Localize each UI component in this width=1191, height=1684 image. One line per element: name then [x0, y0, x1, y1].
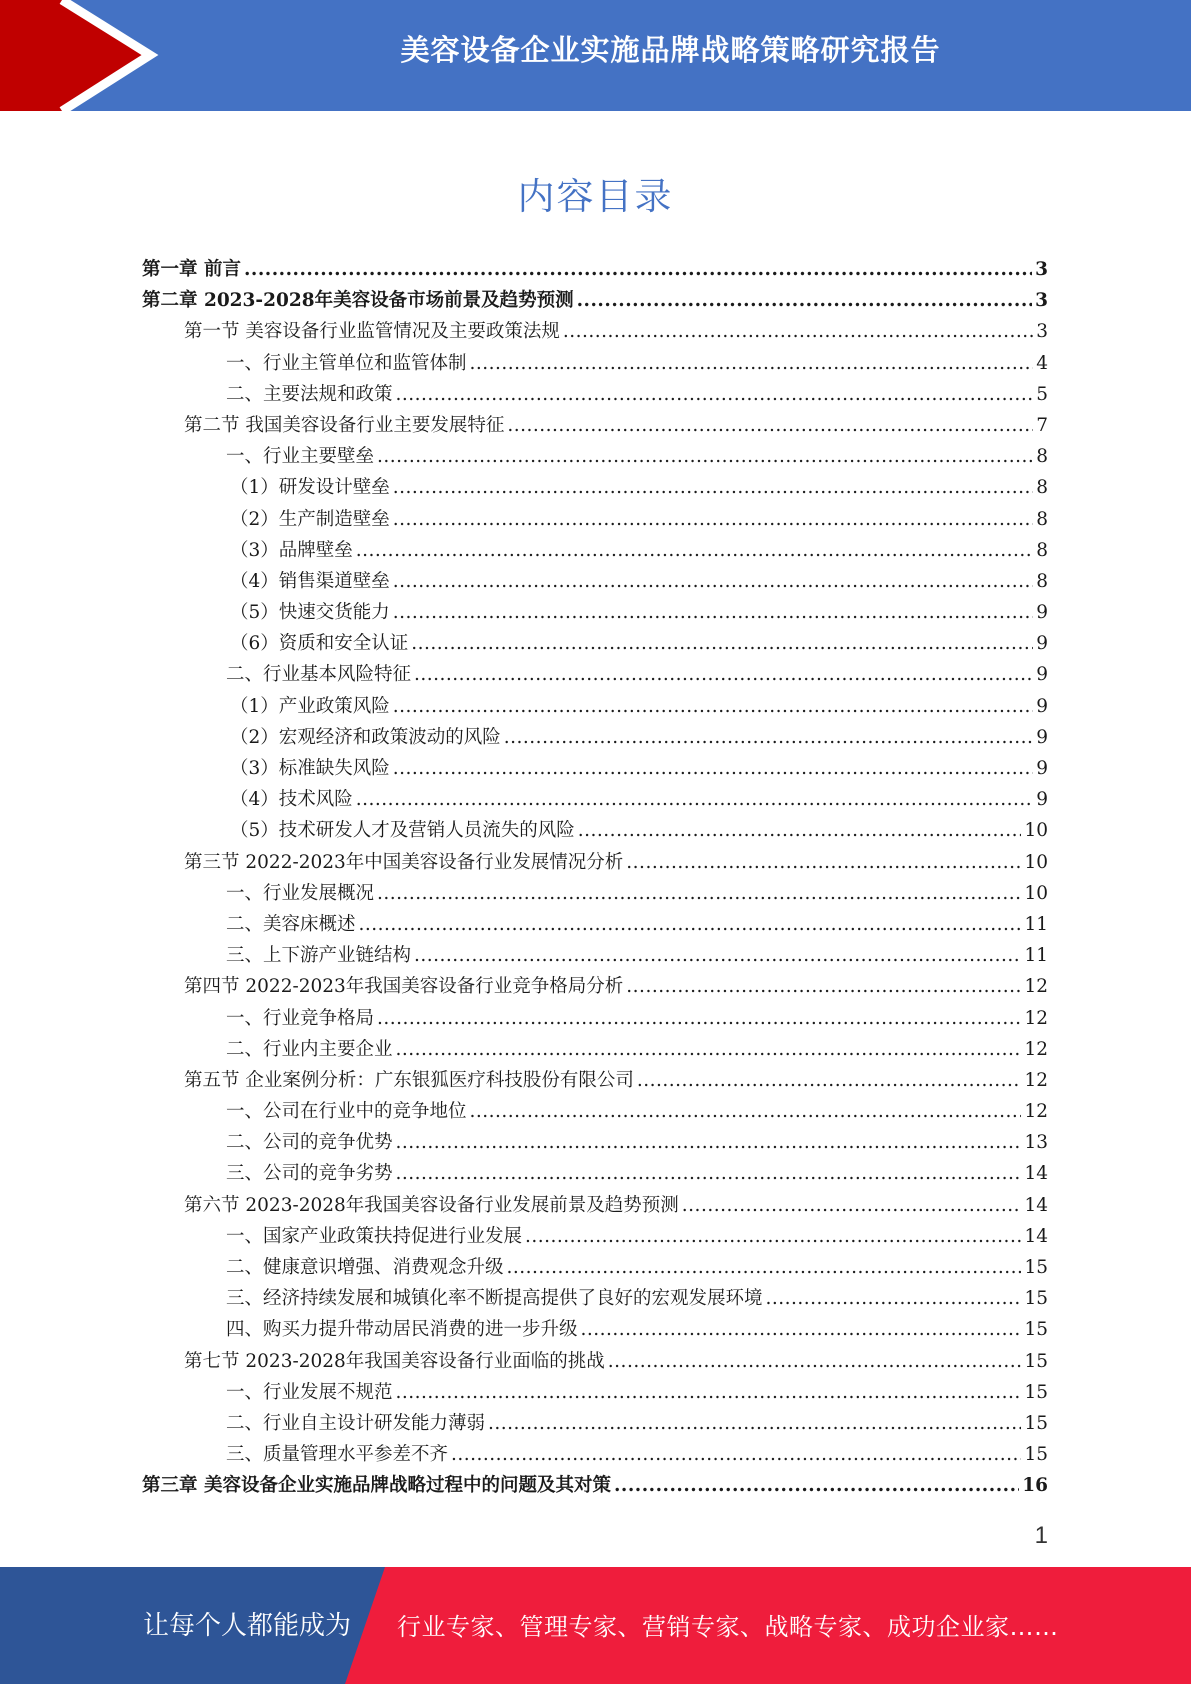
page-header	[0, 0, 1191, 111]
toc-entry[interactable]	[142, 380, 1048, 411]
toc-entry-text: 第二章 2023-2028年美容设备市场前景及趋势预测	[142, 290, 574, 312]
toc-entry-page: 16	[1022, 1475, 1048, 1497]
toc-entry-text: 二、行业基本风险特征	[226, 664, 412, 686]
toc-entry-text: 三、上下游产业链结构	[226, 945, 412, 967]
toc-entry-text: 一、行业发展概况	[226, 882, 375, 904]
toc-leader-dots	[396, 1163, 1022, 1184]
toc-entry-text: （5）快速交货能力	[230, 602, 390, 624]
toc-leader-dots	[396, 384, 1034, 405]
toc-leader-dots	[470, 353, 1034, 374]
toc-entry[interactable]	[142, 1128, 1048, 1159]
toc-entry-page: 15	[1024, 1350, 1048, 1372]
table-of-contents	[142, 255, 1048, 1503]
toc-entry-page: 15	[1024, 1288, 1048, 1310]
toc-entry[interactable]	[142, 1347, 1048, 1378]
toc-entry-text: 一、国家产业政策扶持促进行业发展	[226, 1225, 523, 1247]
toc-leader-dots	[393, 571, 1033, 592]
toc-leader-dots	[525, 1226, 1021, 1247]
header-title: 美容设备企业实施品牌战略策略研究报告	[400, 33, 941, 67]
toc-entry-page: 3	[1035, 290, 1048, 312]
toc-entry-text: 一、行业主管单位和监管体制	[226, 352, 467, 374]
toc-leader-dots	[507, 1257, 1022, 1278]
toc-entry[interactable]	[142, 1284, 1048, 1315]
toc-leader-dots	[396, 1382, 1022, 1403]
toc-leader-dots	[393, 509, 1033, 530]
toc-leader-dots	[377, 1008, 1021, 1029]
toc-entry[interactable]	[142, 473, 1048, 504]
toc-entry-text: 四、购买力提升带动居民消费的进一步升级	[226, 1319, 578, 1341]
toc-entry-text: （6）资质和安全认证	[230, 633, 409, 655]
toc-entry-page: 7	[1036, 414, 1048, 436]
toc-entry-text: 二、行业自主设计研发能力薄弱	[226, 1412, 486, 1434]
toc-entry-page: 15	[1024, 1319, 1048, 1341]
toc-entry-page: 9	[1036, 664, 1048, 686]
toc-entry-page: 8	[1036, 508, 1048, 530]
toc-leader-dots	[414, 664, 1033, 685]
toc-leader-dots	[470, 1101, 1022, 1122]
toc-entry-text: 一、行业主要壁垒	[226, 446, 375, 468]
toc-leader-dots	[578, 820, 1022, 841]
toc-entry-text: 第四节 2022-2023年我国美容设备行业竞争格局分析	[184, 976, 624, 998]
toc-entry[interactable]	[142, 349, 1048, 380]
toc-entry[interactable]	[142, 910, 1048, 941]
toc-entry-page: 9	[1036, 726, 1048, 748]
toc-entry-text: 二、主要法规和政策	[226, 383, 393, 405]
toc-entry[interactable]	[142, 411, 1048, 442]
toc-entry[interactable]	[142, 941, 1048, 972]
toc-entry-text: 第一节 美容设备行业监管情况及主要政策法规	[184, 321, 560, 343]
toc-entry-page: 14	[1024, 1163, 1048, 1185]
toc-entry-text: 第三节 2022-2023年中国美容设备行业发展情况分析	[184, 851, 624, 873]
toc-leader-dots	[637, 1070, 1022, 1091]
toc-leader-dots	[577, 290, 1033, 311]
toc-entry[interactable]	[142, 660, 1048, 691]
toc-entry-text: 第六节 2023-2028年我国美容设备行业发展前景及趋势预测	[184, 1194, 679, 1216]
toc-entry-text: （2）宏观经济和政策波动的风险	[230, 726, 501, 748]
toc-entry-page: 8	[1036, 446, 1048, 468]
toc-entry-page: 9	[1036, 602, 1048, 624]
toc-leader-dots	[396, 1132, 1022, 1153]
toc-entry[interactable]	[142, 972, 1048, 1003]
toc-entry-text: （2）生产制造壁垒	[230, 508, 390, 530]
toc-leader-dots	[393, 758, 1033, 779]
toc-entry-text: 一、行业竞争格局	[226, 1007, 375, 1029]
toc-leader-dots	[377, 446, 1033, 467]
toc-entry-page: 15	[1024, 1257, 1048, 1278]
toc-entry[interactable]	[142, 1471, 1048, 1502]
toc-entry-page: 15	[1024, 1412, 1048, 1434]
toc-leader-dots	[356, 540, 1033, 561]
toc-entry-page: 9	[1036, 758, 1048, 779]
toc-leader-dots	[581, 1319, 1022, 1340]
toc-leader-dots	[393, 477, 1033, 498]
toc-entry-page: 9	[1036, 633, 1048, 655]
toc-entry-page: 9	[1036, 789, 1048, 811]
toc-leader-dots	[393, 696, 1033, 717]
toc-entry-page: 8	[1036, 539, 1048, 561]
toc-entry-text: 第三章 美容设备企业实施品牌战略过程中的问题及其对策	[142, 1475, 611, 1497]
toc-entry-page: 15	[1024, 1381, 1048, 1403]
toc-leader-dots	[608, 1351, 1022, 1372]
toc-entry-page: 11	[1024, 945, 1048, 967]
toc-entry-page: 14	[1024, 1194, 1048, 1216]
toc-entry-text: 二、行业内主要企业	[226, 1038, 393, 1060]
toc-leader-dots	[766, 1288, 1022, 1309]
toc-entry[interactable]	[142, 816, 1048, 847]
toc-entry[interactable]	[142, 1409, 1048, 1440]
toc-entry[interactable]	[142, 1191, 1048, 1222]
toc-entry-page: 12	[1024, 1007, 1048, 1029]
toc-entry[interactable]	[142, 536, 1048, 567]
toc-entry-text: （4）技术风险	[230, 789, 353, 811]
toc-entry[interactable]	[142, 723, 1048, 754]
toc-leader-dots	[626, 976, 1021, 997]
toc-entry-text: 二、健康意识增强、消费观念升级	[226, 1257, 504, 1278]
toc-entry-text: 三、经济持续发展和城镇化率不断提高提供了良好的宏观发展环境	[226, 1288, 763, 1310]
toc-entry[interactable]	[142, 567, 1048, 598]
toc-leader-dots	[377, 883, 1021, 904]
toc-entry-text: 二、公司的竞争优势	[226, 1132, 393, 1154]
footer-slogan-right: 行业专家、管理专家、营销专家、战略专家、成功企业家……	[397, 1613, 1059, 1641]
toc-entry-text: 第二节 我国美容设备行业主要发展特征	[184, 414, 505, 436]
toc-entry-text: （4）销售渠道壁垒	[230, 570, 390, 592]
toc-entry-text: 二、美容床概述	[226, 913, 356, 935]
toc-entry-text: （3）品牌壁垒	[230, 539, 353, 561]
toc-entry-text: 第五节 企业案例分析：广东银狐医疗科技股份有限公司	[184, 1069, 634, 1091]
toc-leader-dots	[356, 789, 1033, 810]
toc-entry[interactable]	[142, 1253, 1048, 1284]
toc-entry-text: 三、质量管理水平参差不齐	[226, 1444, 449, 1466]
toc-entry-page: 12	[1024, 1069, 1048, 1091]
toc-entry[interactable]	[142, 1159, 1048, 1190]
toc-entry-text: （1）产业政策风险	[230, 695, 390, 717]
toc-entry-page: 13	[1024, 1132, 1048, 1154]
toc-leader-dots	[504, 727, 1033, 748]
toc-entry[interactable]	[142, 1315, 1048, 1346]
toc-entry[interactable]	[142, 1222, 1048, 1253]
toc-leader-dots	[451, 1444, 1021, 1465]
toc-leader-dots	[614, 1475, 1019, 1496]
toc-entry-text: （3）标准缺失风险	[230, 758, 390, 779]
toc-entry[interactable]	[142, 692, 1048, 723]
toc-entry-page: 12	[1024, 1038, 1048, 1060]
toc-entry[interactable]	[142, 442, 1048, 473]
toc-entry-page: 5	[1036, 383, 1048, 405]
toc-entry[interactable]	[142, 754, 1048, 785]
toc-entry-page: 8	[1036, 477, 1048, 499]
toc-entry-text: 一、行业发展不规范	[226, 1381, 393, 1403]
toc-leader-dots	[414, 945, 1021, 966]
toc-entry[interactable]	[142, 1378, 1048, 1409]
toc-entry[interactable]	[142, 1004, 1048, 1035]
toc-leader-dots	[488, 1413, 1021, 1434]
toc-leader-dots	[411, 633, 1033, 654]
toc-entry[interactable]	[142, 848, 1048, 879]
toc-entry[interactable]	[142, 1097, 1048, 1128]
toc-entry-page: 8	[1036, 570, 1048, 592]
toc-entry-page: 10	[1024, 820, 1048, 842]
toc-entry-text: 第七节 2023-2028年我国美容设备行业面临的挑战	[184, 1350, 605, 1372]
toc-leader-dots	[244, 259, 1032, 280]
toc-entry-text: （5）技术研发人才及营销人员流失的风险	[230, 820, 575, 842]
toc-leader-dots	[626, 852, 1021, 873]
toc-entry-page: 10	[1024, 882, 1048, 904]
toc-entry-page: 14	[1024, 1225, 1048, 1247]
page-number: 1	[1034, 1522, 1048, 1549]
toc-entry-page: 12	[1024, 1101, 1048, 1123]
toc-entry-page: 3	[1036, 321, 1048, 343]
toc-entry-page: 9	[1036, 695, 1048, 717]
toc-entry-page: 10	[1024, 851, 1048, 873]
toc-leader-dots	[682, 1195, 1022, 1216]
toc-title: 内容目录	[517, 175, 674, 218]
toc-entry[interactable]	[142, 255, 1048, 286]
toc-entry[interactable]	[142, 1035, 1048, 1066]
toc-entry-text: 三、公司的竞争劣势	[226, 1163, 393, 1185]
toc-entry[interactable]	[142, 785, 1048, 816]
toc-leader-dots	[507, 415, 1033, 436]
toc-entry[interactable]	[142, 629, 1048, 660]
toc-entry-page: 11	[1024, 913, 1048, 935]
toc-entry-page: 12	[1024, 976, 1048, 998]
toc-entry-page: 4	[1036, 352, 1048, 374]
footer-slogan-left: 让每个人都能成为	[143, 1611, 352, 1641]
toc-entry[interactable]	[142, 879, 1048, 910]
toc-entry-text: 一、公司在行业中的竞争地位	[226, 1101, 467, 1123]
page-footer	[0, 1567, 1191, 1684]
toc-leader-dots	[393, 602, 1033, 623]
toc-entry[interactable]	[142, 286, 1048, 317]
toc-entry[interactable]	[142, 1066, 1048, 1097]
toc-entry[interactable]	[142, 1440, 1048, 1471]
toc-leader-dots	[563, 321, 1033, 342]
toc-entry-text: 第一章 前言	[142, 259, 241, 280]
toc-entry[interactable]	[142, 317, 1048, 348]
toc-entry[interactable]	[142, 598, 1048, 629]
toc-entry-text: （1）研发设计壁垒	[230, 477, 390, 499]
toc-entry-page: 3	[1035, 259, 1048, 280]
toc-leader-dots	[359, 914, 1022, 935]
toc-entry[interactable]	[142, 505, 1048, 536]
toc-entry-page: 15	[1024, 1444, 1048, 1466]
toc-leader-dots	[396, 1039, 1022, 1060]
